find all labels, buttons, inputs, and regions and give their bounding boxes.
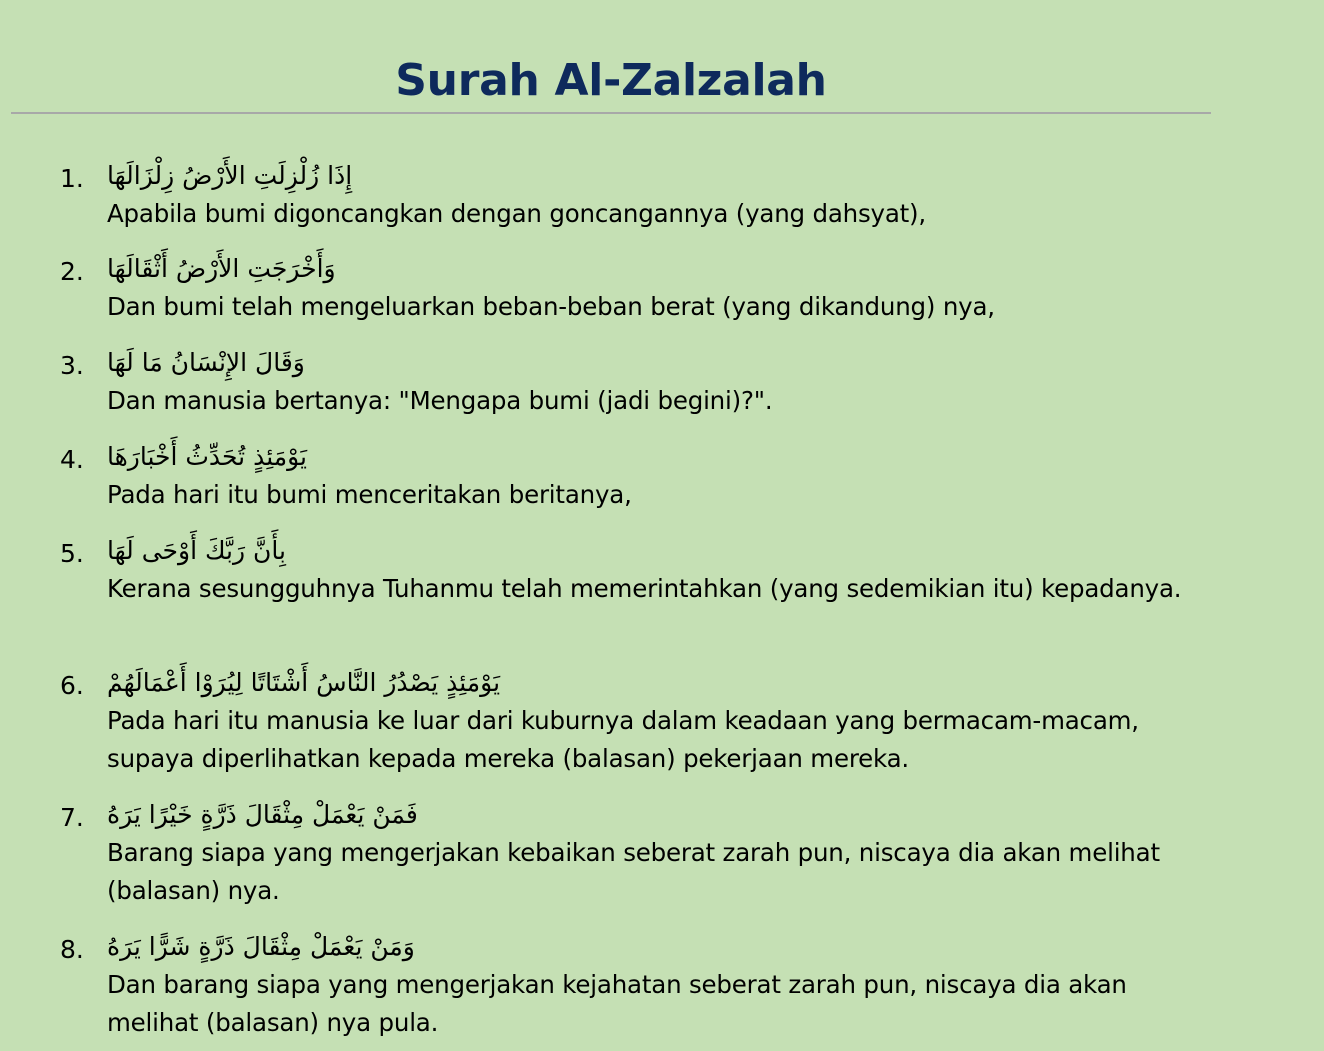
verse-translation: Apabila bumi digoncangkan dengan goncangannya (yang dahsyat),: [107, 199, 927, 228]
verse-arabic-text: بِأَنَّ رَبَّكَ أَوْحَى لَهَا: [107, 536, 286, 565]
verse-arabic-text: وَمَنْ يَعْمَلْ مِثْقَالَ ذَرَّةٍ شَرًّا يَرَهُ: [107, 932, 415, 961]
verse-arabic-text: يَوْمَئِذٍ تُحَدِّثُ أَخْبَارَهَا: [107, 442, 308, 471]
verse-translation: Dan bumi telah mengeluarkan beban-beban berat (yang dikandung) nya,: [107, 292, 995, 321]
verse-translation: Pada hari itu bumi menceritakan beritanya,: [107, 480, 632, 509]
verse-arabic-text: فَمَنْ يَعْمَلْ مِثْقَالَ ذَرَّةٍ خَيْرًا يَرَهُ: [107, 800, 418, 829]
verse-number: 7.: [60, 803, 84, 832]
verse-arabic-text: إِذَا زُلْزِلَتِ الأَرْضُ زِلْزَالَهَا: [107, 161, 353, 190]
verse-number: 5.: [60, 539, 84, 568]
verse-number: 2.: [60, 257, 84, 286]
title-divider: [11, 112, 1211, 114]
verse-translation: Barang siapa yang mengerjakan kebaikan seberat zarah pun, niscaya dia akan melihat (balasan) nya.: [107, 838, 1160, 905]
verse-translation: Kerana sesungguhnya Tuhanmu telah memerintahkan (yang sedemikian itu) kepadanya.: [107, 574, 1182, 603]
verse-translation: Dan barang siapa yang mengerjakan kejahatan seberat zarah pun, niscaya dia akan melihat (balasan) nya pula.: [107, 970, 1127, 1037]
verse-arabic-text: يَوْمَئِذٍ يَصْدُرُ النَّاسُ أَشْتَاتًا لِيُرَوْا أَعْمَالَهُمْ: [107, 668, 501, 697]
verse-number: 8.: [60, 935, 84, 964]
verse-arabic-text: وَقَالَ الإِنْسَانُ مَا لَهَا: [107, 348, 305, 377]
verse-number: 6.: [60, 671, 84, 700]
verse-number: 3.: [60, 351, 84, 380]
verse-number: 4.: [60, 445, 84, 474]
page-title: Surah Al-Zalzalah: [395, 55, 827, 106]
verse-translation: Dan manusia bertanya: "Mengapa bumi (jadi begini)?".: [107, 386, 773, 415]
verse-arabic-text: وَأَخْرَجَتِ الأَرْضُ أَثْقَالَهَا: [107, 254, 336, 283]
verse-translation: Pada hari itu manusia ke luar dari kuburnya dalam keadaan yang bermacam-macam, supaya diperlihatkan kepada mereka (balasan) pekerjaan mereka.: [107, 706, 1139, 773]
verse-number: 1.: [60, 164, 84, 193]
